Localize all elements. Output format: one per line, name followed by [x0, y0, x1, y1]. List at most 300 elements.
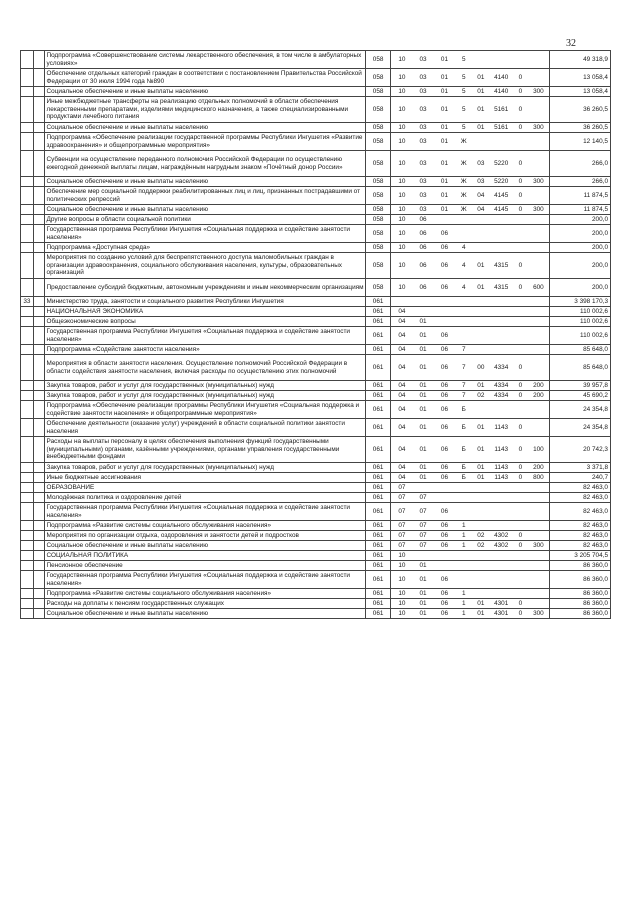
table-row	[21, 401, 611, 419]
code-c5: 0	[513, 123, 528, 133]
code-rz: 10	[391, 589, 412, 599]
code-rz: 04	[391, 355, 412, 381]
row-number	[21, 463, 34, 473]
row-spacer	[33, 327, 44, 345]
ministry-code: 061	[365, 473, 391, 483]
code-rz: 04	[391, 437, 412, 463]
table-row	[21, 297, 611, 307]
row-amount: 82 463,0	[549, 483, 610, 493]
table-row	[21, 225, 611, 243]
code-c3: 01	[472, 123, 489, 133]
code-c1: 06	[434, 473, 455, 483]
code-c4: 4334	[489, 355, 513, 381]
row-spacer	[33, 307, 44, 317]
code-c4: 4315	[489, 279, 513, 297]
code-c3: 03	[472, 151, 489, 177]
row-name: Социальное обеспечение и иные выплаты населению	[44, 87, 365, 97]
table-row	[21, 205, 611, 215]
ministry-code: 058	[365, 69, 391, 87]
code-c2: Ж	[455, 133, 472, 151]
code-c3	[472, 215, 489, 225]
row-name: Государственная программа Республики Ингушетия «Социальная поддержка и содействие занятости населения»	[44, 503, 365, 521]
code-c5: 0	[513, 253, 528, 279]
code-rz: 10	[391, 51, 412, 69]
row-name: Расходы на доплаты к пенсиям государственных служащих	[44, 599, 365, 609]
table-row	[21, 503, 611, 521]
code-c2: Б	[455, 419, 472, 437]
code-c4: 4334	[489, 381, 513, 391]
row-number	[21, 205, 34, 215]
row-spacer	[33, 355, 44, 381]
ministry-code: 061	[365, 463, 391, 473]
code-c5: 0	[513, 69, 528, 87]
row-spacer	[33, 151, 44, 177]
code-c4	[489, 589, 513, 599]
ministry-code: 058	[365, 123, 391, 133]
row-amount: 49 318,9	[549, 51, 610, 69]
code-pr: 03	[412, 177, 433, 187]
code-c3: 02	[472, 391, 489, 401]
code-pr: 01	[412, 327, 433, 345]
row-number	[21, 521, 34, 531]
code-vr	[528, 225, 549, 243]
row-number	[21, 381, 34, 391]
code-c1	[434, 551, 455, 561]
table-row	[21, 571, 611, 589]
ministry-code: 061	[365, 531, 391, 541]
ministry-code: 061	[365, 599, 391, 609]
code-pr: 01	[412, 391, 433, 401]
code-pr: 01	[412, 463, 433, 473]
row-amount: 266,0	[549, 177, 610, 187]
row-name: Государственная программа Республики Ингушетия «Социальная поддержка и содействие занятости населения»	[44, 327, 365, 345]
code-vr	[528, 51, 549, 69]
code-rz: 04	[391, 307, 412, 317]
row-name: Другие вопросы в области социальной политики	[44, 215, 365, 225]
row-amount: 20 742,3	[549, 437, 610, 463]
code-c1: 06	[434, 503, 455, 521]
code-c1: 06	[434, 243, 455, 253]
ministry-code: 061	[365, 521, 391, 531]
code-c3	[472, 133, 489, 151]
code-pr: 03	[412, 205, 433, 215]
code-vr	[528, 317, 549, 327]
table-row	[21, 243, 611, 253]
row-spacer	[33, 483, 44, 493]
code-c2: 5	[455, 123, 472, 133]
row-amount: 24 354,8	[549, 401, 610, 419]
code-c3	[472, 327, 489, 345]
code-c1	[434, 307, 455, 317]
code-c2: Б	[455, 437, 472, 463]
row-name: Иные бюджетные ассигнования	[44, 473, 365, 483]
code-c4: 5161	[489, 97, 513, 123]
row-number	[21, 561, 34, 571]
code-rz: 04	[391, 317, 412, 327]
code-c2: 1	[455, 609, 472, 619]
row-number: 33	[21, 297, 34, 307]
row-spacer	[33, 87, 44, 97]
code-c1	[434, 483, 455, 493]
row-name: Закупка товаров, работ и услуг для государственных (муниципальных) нужд	[44, 391, 365, 401]
ministry-code: 058	[365, 151, 391, 177]
ministry-code: 058	[365, 187, 391, 205]
code-vr: 300	[528, 123, 549, 133]
code-c4	[489, 493, 513, 503]
row-name: Обеспечение деятельности (оказание услуг) учреждений в области социальной политики занятости населения	[44, 419, 365, 437]
row-number	[21, 51, 34, 69]
code-rz: 10	[391, 97, 412, 123]
ministry-code: 061	[365, 609, 391, 619]
code-pr: 01	[412, 345, 433, 355]
code-c2: 1	[455, 599, 472, 609]
code-c3	[472, 225, 489, 243]
code-rz: 07	[391, 531, 412, 541]
code-rz: 10	[391, 253, 412, 279]
code-rz: 07	[391, 493, 412, 503]
code-c5: 0	[513, 97, 528, 123]
row-name: Пенсионное обеспечение	[44, 561, 365, 571]
row-spacer	[33, 381, 44, 391]
code-c2: 4	[455, 243, 472, 253]
row-spacer	[33, 253, 44, 279]
ministry-code: 061	[365, 483, 391, 493]
code-c5: 0	[513, 609, 528, 619]
code-c1: 01	[434, 51, 455, 69]
table-row	[21, 345, 611, 355]
row-amount: 86 360,0	[549, 571, 610, 589]
code-rz: 10	[391, 279, 412, 297]
code-vr	[528, 551, 549, 561]
row-name: Мероприятия в области занятости населения. Осуществление полномочий Российской Федерации в области содействия занятости населения, включая расходы по осуществлению этих полномочий	[44, 355, 365, 381]
code-rz: 07	[391, 483, 412, 493]
code-c3: 01	[472, 97, 489, 123]
table-row	[21, 463, 611, 473]
row-spacer	[33, 51, 44, 69]
code-c5	[513, 51, 528, 69]
table-row	[21, 483, 611, 493]
code-c5: 0	[513, 437, 528, 463]
row-spacer	[33, 609, 44, 619]
code-c4: 5220	[489, 151, 513, 177]
code-c2: 5	[455, 69, 472, 87]
code-c1	[434, 317, 455, 327]
row-number	[21, 225, 34, 243]
code-pr: 03	[412, 123, 433, 133]
row-number	[21, 69, 34, 87]
code-pr: 06	[412, 215, 433, 225]
code-c4: 5161	[489, 123, 513, 133]
code-c1: 01	[434, 87, 455, 97]
code-c4: 4145	[489, 187, 513, 205]
table-row	[21, 215, 611, 225]
code-c3: 01	[472, 437, 489, 463]
row-spacer	[33, 205, 44, 215]
code-c1: 06	[434, 589, 455, 599]
row-number	[21, 531, 34, 541]
code-vr	[528, 243, 549, 253]
code-c3	[472, 521, 489, 531]
row-amount: 200,0	[549, 279, 610, 297]
row-amount: 3 371,8	[549, 463, 610, 473]
code-c5	[513, 503, 528, 521]
row-amount: 3 205 704,5	[549, 551, 610, 561]
row-name: Подпрограмма «Развитие системы социального обслуживания населения»	[44, 521, 365, 531]
code-c5: 0	[513, 419, 528, 437]
row-name: Расходы на выплаты персоналу в целях обеспечения выполнения функций государственными (муниципальными) органами, казёнными учреждениями, органами управления государственными внебюджетными фондами	[44, 437, 365, 463]
code-c3: 01	[472, 69, 489, 87]
row-amount: 13 058,4	[549, 69, 610, 87]
table-row	[21, 307, 611, 317]
code-pr: 07	[412, 521, 433, 531]
code-c4	[489, 327, 513, 345]
code-c3	[472, 307, 489, 317]
code-c1: 01	[434, 69, 455, 87]
code-rz: 10	[391, 69, 412, 87]
row-name: СОЦИАЛЬНАЯ ПОЛИТИКА	[44, 551, 365, 561]
row-amount: 85 648,0	[549, 345, 610, 355]
code-c3: 01	[472, 463, 489, 473]
row-number	[21, 243, 34, 253]
code-rz: 04	[391, 345, 412, 355]
code-c3: 01	[472, 609, 489, 619]
ministry-code: 061	[365, 345, 391, 355]
table-row	[21, 123, 611, 133]
code-c1: 06	[434, 345, 455, 355]
code-pr	[412, 297, 433, 307]
code-rz: 07	[391, 521, 412, 531]
table-row	[21, 97, 611, 123]
code-c5: 0	[513, 87, 528, 97]
code-pr: 01	[412, 589, 433, 599]
code-c5	[513, 483, 528, 493]
code-rz: 04	[391, 381, 412, 391]
code-c5	[513, 551, 528, 561]
row-number	[21, 133, 34, 151]
ministry-code: 061	[365, 437, 391, 463]
row-number	[21, 151, 34, 177]
code-vr	[528, 561, 549, 571]
code-c5	[513, 225, 528, 243]
row-name: Подпрограмма «Совершенствование системы лекарственного обеспечения, в том числе в амбулаторных условиях»	[44, 51, 365, 69]
row-amount: 45 690,2	[549, 391, 610, 401]
row-amount: 12 140,5	[549, 133, 610, 151]
code-pr: 01	[412, 419, 433, 437]
code-c2: Б	[455, 473, 472, 483]
code-rz: 04	[391, 419, 412, 437]
code-vr: 100	[528, 437, 549, 463]
row-name: Подпрограмма «Развитие системы социального обслуживания населения»	[44, 589, 365, 599]
row-number	[21, 419, 34, 437]
code-rz: 10	[391, 243, 412, 253]
code-c5: 0	[513, 599, 528, 609]
table-row	[21, 437, 611, 463]
row-spacer	[33, 345, 44, 355]
row-amount: 39 957,8	[549, 381, 610, 391]
row-spacer	[33, 243, 44, 253]
code-vr: 300	[528, 541, 549, 551]
code-c4	[489, 225, 513, 243]
ministry-code: 058	[365, 97, 391, 123]
row-amount: 86 360,0	[549, 589, 610, 599]
row-spacer	[33, 531, 44, 541]
row-amount: 82 463,0	[549, 493, 610, 503]
code-rz: 04	[391, 327, 412, 345]
code-vr	[528, 493, 549, 503]
code-vr	[528, 307, 549, 317]
code-c5: 0	[513, 473, 528, 483]
row-spacer	[33, 473, 44, 483]
row-name: Мероприятия по созданию условий для беспрепятственного доступа маломобильных граждан в организации здравоохранения, социального обслуживания населения, культуры, образовательных организаций	[44, 253, 365, 279]
row-number	[21, 473, 34, 483]
code-pr: 06	[412, 253, 433, 279]
code-c1: 06	[434, 225, 455, 243]
row-amount: 3 398 170,3	[549, 297, 610, 307]
row-name: ОБРАЗОВАНИЕ	[44, 483, 365, 493]
code-pr	[412, 307, 433, 317]
code-c1: 06	[434, 327, 455, 345]
code-c2: Б	[455, 463, 472, 473]
code-c2: 5	[455, 97, 472, 123]
code-pr: 03	[412, 69, 433, 87]
code-pr: 03	[412, 97, 433, 123]
code-c2: 1	[455, 589, 472, 599]
code-c4	[489, 51, 513, 69]
code-c5	[513, 345, 528, 355]
code-vr	[528, 187, 549, 205]
code-c2	[455, 503, 472, 521]
code-c2: 1	[455, 531, 472, 541]
code-c3	[472, 51, 489, 69]
row-number	[21, 279, 34, 297]
code-c5: 0	[513, 187, 528, 205]
row-amount: 82 463,0	[549, 503, 610, 521]
code-c2	[455, 571, 472, 589]
code-rz: 04	[391, 473, 412, 483]
code-c4: 4302	[489, 531, 513, 541]
ministry-code: 061	[365, 551, 391, 561]
row-spacer	[33, 133, 44, 151]
code-vr	[528, 327, 549, 345]
code-vr: 300	[528, 87, 549, 97]
code-c5	[513, 243, 528, 253]
code-rz: 04	[391, 463, 412, 473]
ministry-code: 058	[365, 205, 391, 215]
code-vr	[528, 531, 549, 541]
code-pr: 01	[412, 561, 433, 571]
row-number	[21, 571, 34, 589]
row-number	[21, 589, 34, 599]
code-rz: 10	[391, 571, 412, 589]
row-number	[21, 493, 34, 503]
code-c4	[489, 297, 513, 307]
row-number	[21, 401, 34, 419]
row-number	[21, 609, 34, 619]
row-spacer	[33, 561, 44, 571]
code-pr: 07	[412, 531, 433, 541]
code-pr: 01	[412, 317, 433, 327]
row-amount: 85 648,0	[549, 355, 610, 381]
code-c3	[472, 483, 489, 493]
page-number: 32	[566, 38, 576, 49]
table-row	[21, 419, 611, 437]
row-spacer	[33, 493, 44, 503]
code-rz: 10	[391, 133, 412, 151]
code-c2: Ж	[455, 177, 472, 187]
code-c3	[472, 551, 489, 561]
code-c4: 4334	[489, 391, 513, 401]
code-c3: 01	[472, 599, 489, 609]
code-c5	[513, 401, 528, 419]
row-amount: 36 260,5	[549, 97, 610, 123]
code-c4: 4140	[489, 69, 513, 87]
row-amount: 82 463,0	[549, 531, 610, 541]
code-rz	[391, 297, 412, 307]
row-name: Государственная программа Республики Ингушетия «Социальная поддержка и содействие занятости населения»	[44, 571, 365, 589]
code-rz: 10	[391, 561, 412, 571]
code-c1	[434, 493, 455, 503]
table-row	[21, 253, 611, 279]
code-c1: 06	[434, 253, 455, 279]
row-name: Закупка товаров, работ и услуг для государственных (муниципальных) нужд	[44, 381, 365, 391]
ministry-code: 058	[365, 51, 391, 69]
code-vr	[528, 97, 549, 123]
code-c4: 4301	[489, 609, 513, 619]
code-c1	[434, 297, 455, 307]
row-number	[21, 503, 34, 521]
code-vr: 600	[528, 279, 549, 297]
row-number	[21, 355, 34, 381]
code-c4: 1143	[489, 419, 513, 437]
ministry-code: 058	[365, 215, 391, 225]
code-pr: 03	[412, 133, 433, 151]
table-row	[21, 599, 611, 609]
code-c1: 06	[434, 609, 455, 619]
code-c2: 4	[455, 253, 472, 279]
code-c4	[489, 133, 513, 151]
row-amount: 200,0	[549, 215, 610, 225]
table-row	[21, 541, 611, 551]
row-spacer	[33, 541, 44, 551]
row-number	[21, 345, 34, 355]
code-c4	[489, 317, 513, 327]
code-vr: 200	[528, 463, 549, 473]
code-c4	[489, 401, 513, 419]
code-vr: 300	[528, 609, 549, 619]
code-c1: 06	[434, 437, 455, 463]
code-c5	[513, 521, 528, 531]
code-c4	[489, 345, 513, 355]
code-c2	[455, 215, 472, 225]
code-c3	[472, 317, 489, 327]
row-name: Подпрограмма «Обеспечение реализации программы Республики Ингушетия «Социальная поддержка и содействие занятости населения» и общепрограммные мероприятия»	[44, 401, 365, 419]
code-c4	[489, 551, 513, 561]
code-c1	[434, 215, 455, 225]
code-vr	[528, 297, 549, 307]
code-c3	[472, 401, 489, 419]
row-name: Министерство труда, занятости и социального развития Республики Ингушетия	[44, 297, 365, 307]
code-c3	[472, 493, 489, 503]
code-c2: 7	[455, 355, 472, 381]
ministry-code: 058	[365, 225, 391, 243]
code-c2: 7	[455, 345, 472, 355]
table-row	[21, 151, 611, 177]
code-c4: 4315	[489, 253, 513, 279]
code-c2: Ж	[455, 187, 472, 205]
code-vr	[528, 483, 549, 493]
code-c1	[434, 561, 455, 571]
code-c1: 01	[434, 205, 455, 215]
